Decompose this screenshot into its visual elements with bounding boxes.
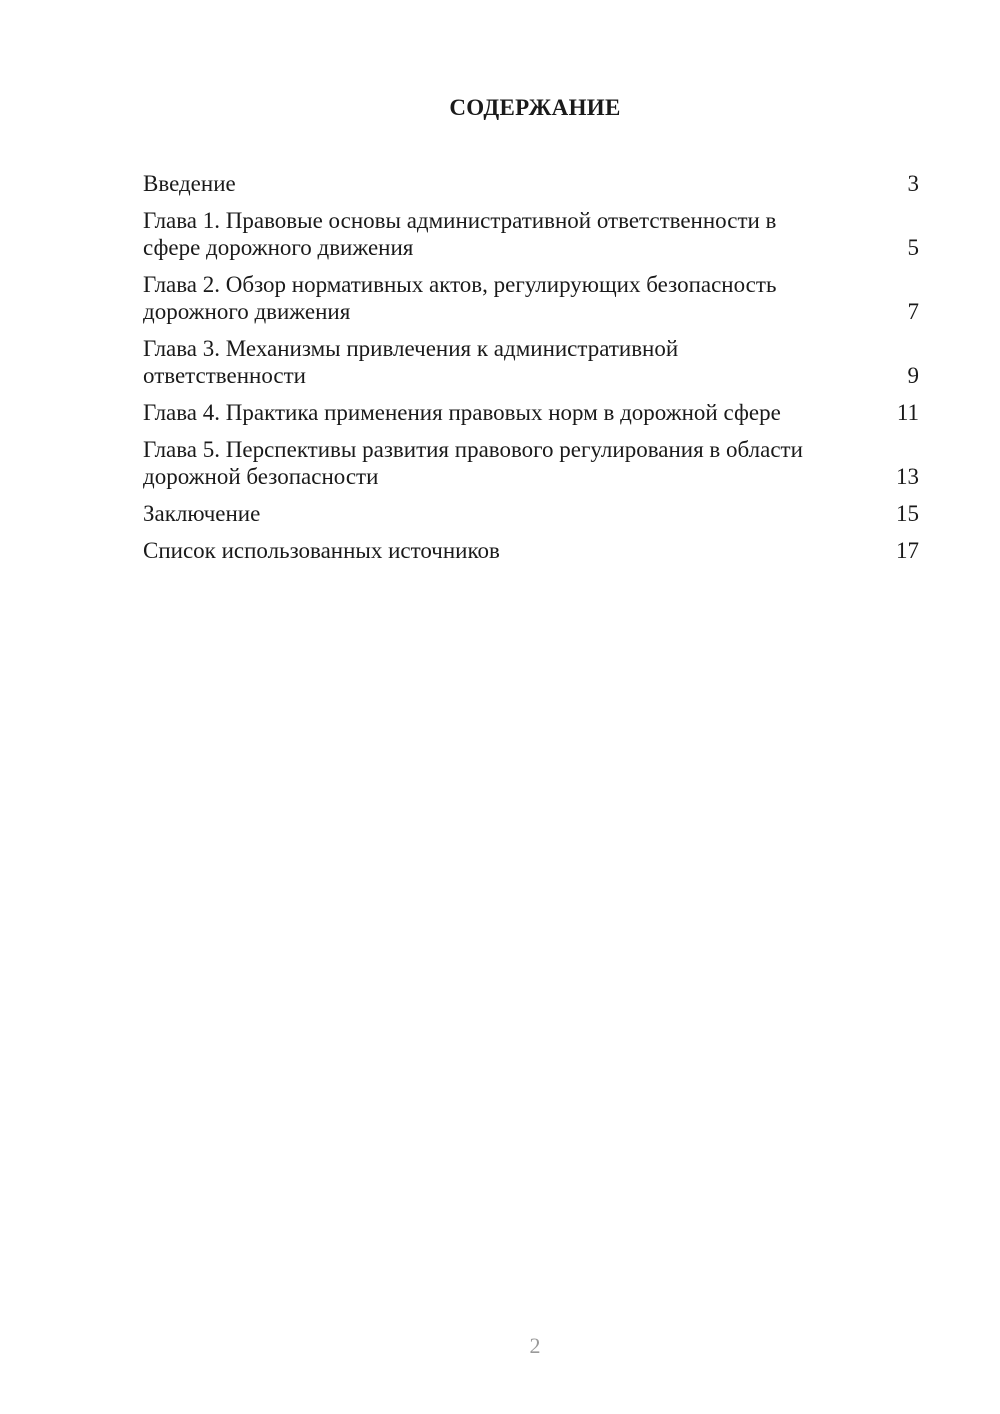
toc-entry-text: Глава 3. Механизмы привлечения к административной ответственности — [143, 336, 679, 388]
toc-entry-text: Глава 2. Обзор нормативных актов, регулирующих безопасность дорожного движения — [143, 272, 777, 324]
toc-entry-text: Заключение — [143, 501, 261, 526]
toc-entry-text: Список использованных источников — [143, 538, 500, 563]
toc-entry — [143, 500, 919, 527]
toc-entry-page: 17 — [896, 538, 919, 563]
toc-entry — [143, 335, 919, 389]
toc-entry-text: Введение — [143, 171, 236, 196]
toc-entry-text: Глава 4. Практика применения правовых норм в дорожной сфере — [143, 400, 781, 425]
table-of-contents — [143, 170, 919, 574]
toc-entry-page: 11 — [896, 400, 919, 425]
toc-entry-page: 7 — [907, 299, 919, 324]
toc-entry — [143, 271, 919, 325]
toc-entry — [143, 207, 919, 261]
toc-entry — [143, 537, 919, 564]
page-number: 2 — [529, 1333, 541, 1358]
page-title: СОДЕРЖАНИЕ — [449, 95, 621, 120]
toc-entry — [143, 170, 919, 197]
toc-entry-page: 9 — [907, 363, 919, 388]
toc-entry — [143, 436, 919, 490]
toc-entry-page: 13 — [896, 464, 919, 489]
toc-entry-page: 3 — [907, 171, 919, 196]
toc-entry-text: Глава 1. Правовые основы административной ответственности в сфере дорожного движения — [143, 208, 777, 260]
toc-entry-page: 5 — [907, 235, 919, 260]
toc-entry-text: Глава 5. Перспективы развития правового регулирования в области дорожной безопасности — [143, 437, 803, 489]
toc-entry-page: 15 — [896, 501, 919, 526]
toc-entry — [143, 399, 919, 426]
